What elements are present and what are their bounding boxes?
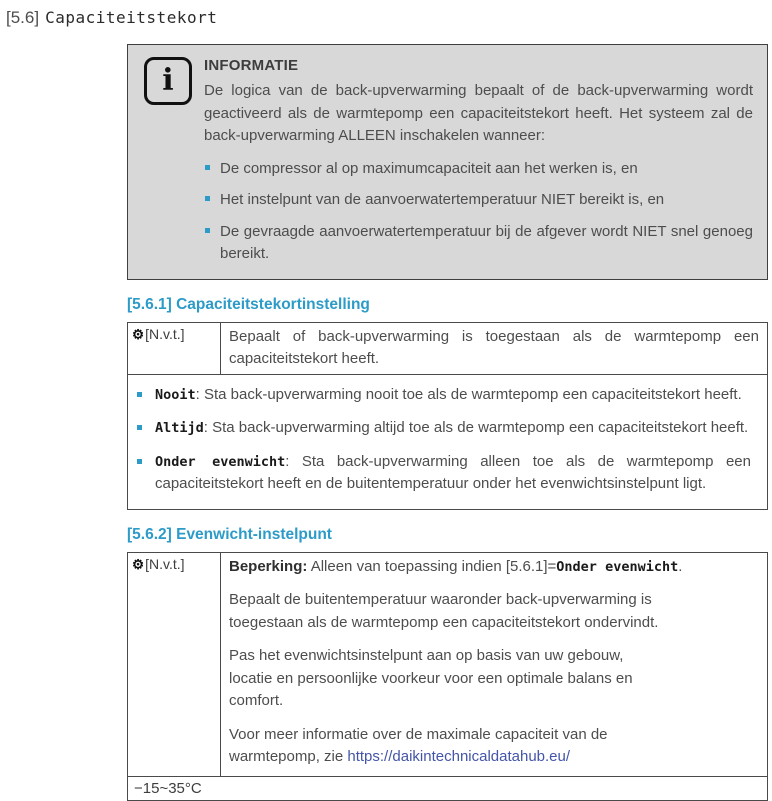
restriction-line <box>229 556 759 579</box>
content-column <box>127 44 768 801</box>
bullet-square-icon <box>137 425 142 430</box>
setting-description-cell: Bepaalt of back-upverwarming is toegestaan als de warmtepomp een capaciteitstekort heeft. <box>221 322 768 374</box>
setting-table-5-6-2 <box>127 552 768 801</box>
table-row <box>128 374 768 509</box>
restriction-text: Alleen van toepassing indien [5.6.1]= <box>307 557 557 575</box>
restriction-suffix: . <box>678 557 683 575</box>
range-cell: −15~35°C <box>128 776 768 800</box>
option-list <box>136 384 759 496</box>
restriction-label: Beperking: <box>229 557 308 575</box>
bullet-square-icon <box>137 392 142 397</box>
infobox-bullet-item <box>204 189 753 211</box>
infobox-bullet-text: Het instelpunt van de aanvoerwatertemperatuur NIET bereikt is, en <box>220 191 665 209</box>
bullet-square-icon <box>205 196 210 201</box>
options-cell <box>128 374 768 509</box>
gear-icon: ⚙ <box>132 556 145 572</box>
page-title-number: [5.6] <box>6 8 40 27</box>
description-paragraph: Bepaalt de buitentemperatuur waaronder back-upverwarming is toegestaan als de warmtepomp een capaciteitstekort ondervindt. <box>229 591 659 631</box>
infobox-paragraph: De logica van de back-upverwarming bepaalt of de back-upverwarming wordt geactiveerd als de warmtepomp een capaciteitstekort heeft. Het systeem zal de back-upverwarming ALLEEN inschakelen wanneer: <box>204 82 753 144</box>
section-heading-5-6-2: [5.6.2] Evenwicht-instelpunt <box>127 525 332 543</box>
table-row <box>128 552 768 776</box>
setting-table-5-6-1 <box>127 322 768 510</box>
description-paragraph: Pas het evenwichtsinstelpunt aan op basis van uw gebouw, locatie en persoonlijke voorkeur voor een optimale balans en comfort. <box>229 647 633 709</box>
infobox-bullet-item <box>204 221 753 265</box>
setting-id-label: [N.v.t.] <box>145 325 185 342</box>
bullet-square-icon <box>205 228 210 233</box>
infobox-bullet-item <box>204 158 753 180</box>
datahub-link[interactable]: https://daikintechnicaldatahub.eu/ <box>347 748 571 765</box>
gear-icon: ⚙ <box>132 326 145 342</box>
option-item-onder-evenwicht <box>136 451 751 496</box>
option-name: Nooit <box>155 386 196 403</box>
setting-id-cell <box>128 322 221 374</box>
info-icon-glyph: i <box>162 63 174 98</box>
option-text: : Sta back-upverwarming alleen toe als de warmtepomp een capaciteitstekort heeft en de buitentemperatuur onder het evenwichtsinstelpunt ligt. <box>155 452 751 492</box>
infobox-heading: INFORMATIE <box>204 57 299 74</box>
information-callout <box>127 44 768 280</box>
info-icon <box>144 57 192 105</box>
link-prefix-text: Voor meer informatie over de maximale capaciteit van de warmtepomp, zie <box>229 725 608 765</box>
option-name: Altijd <box>155 420 204 436</box>
option-name: Onder evenwicht <box>155 453 286 470</box>
section-heading-5-6-1: [5.6.1] Capaciteitstekortinstelling <box>127 295 370 313</box>
infobox-bullet-list <box>204 158 753 265</box>
setting-id-cell <box>128 552 221 776</box>
option-item-nooit <box>136 384 751 407</box>
bullet-square-icon <box>137 459 142 464</box>
page-title-code: Capaciteitstekort <box>45 8 218 27</box>
restriction-value: Onder evenwicht <box>556 558 679 575</box>
info-icon-column <box>144 55 204 105</box>
setting-description-cell <box>221 552 768 776</box>
option-text: : Sta back-upverwarming nooit toe als de warmtepomp een capaciteitstekort heeft. <box>195 385 742 403</box>
page-title <box>6 8 772 28</box>
option-text: : Sta back-upverwarming altijd toe als de warmtepomp een capaciteitstekort heeft. <box>203 419 749 436</box>
infobox-bullet-text: De compressor al op maximumcapaciteit aan het werken is, en <box>220 159 638 177</box>
setting-id-label: [N.v.t.] <box>145 555 185 572</box>
bullet-square-icon <box>205 165 210 170</box>
table-row <box>128 776 768 800</box>
table-row <box>128 322 768 374</box>
infobox-bullet-text: De gevraagde aanvoerwatertemperatuur bij de afgever wordt NIET snel genoeg bereikt. <box>220 223 753 262</box>
more-info-paragraph <box>229 724 661 769</box>
option-item-altijd <box>136 417 751 440</box>
infobox-body <box>204 55 753 267</box>
